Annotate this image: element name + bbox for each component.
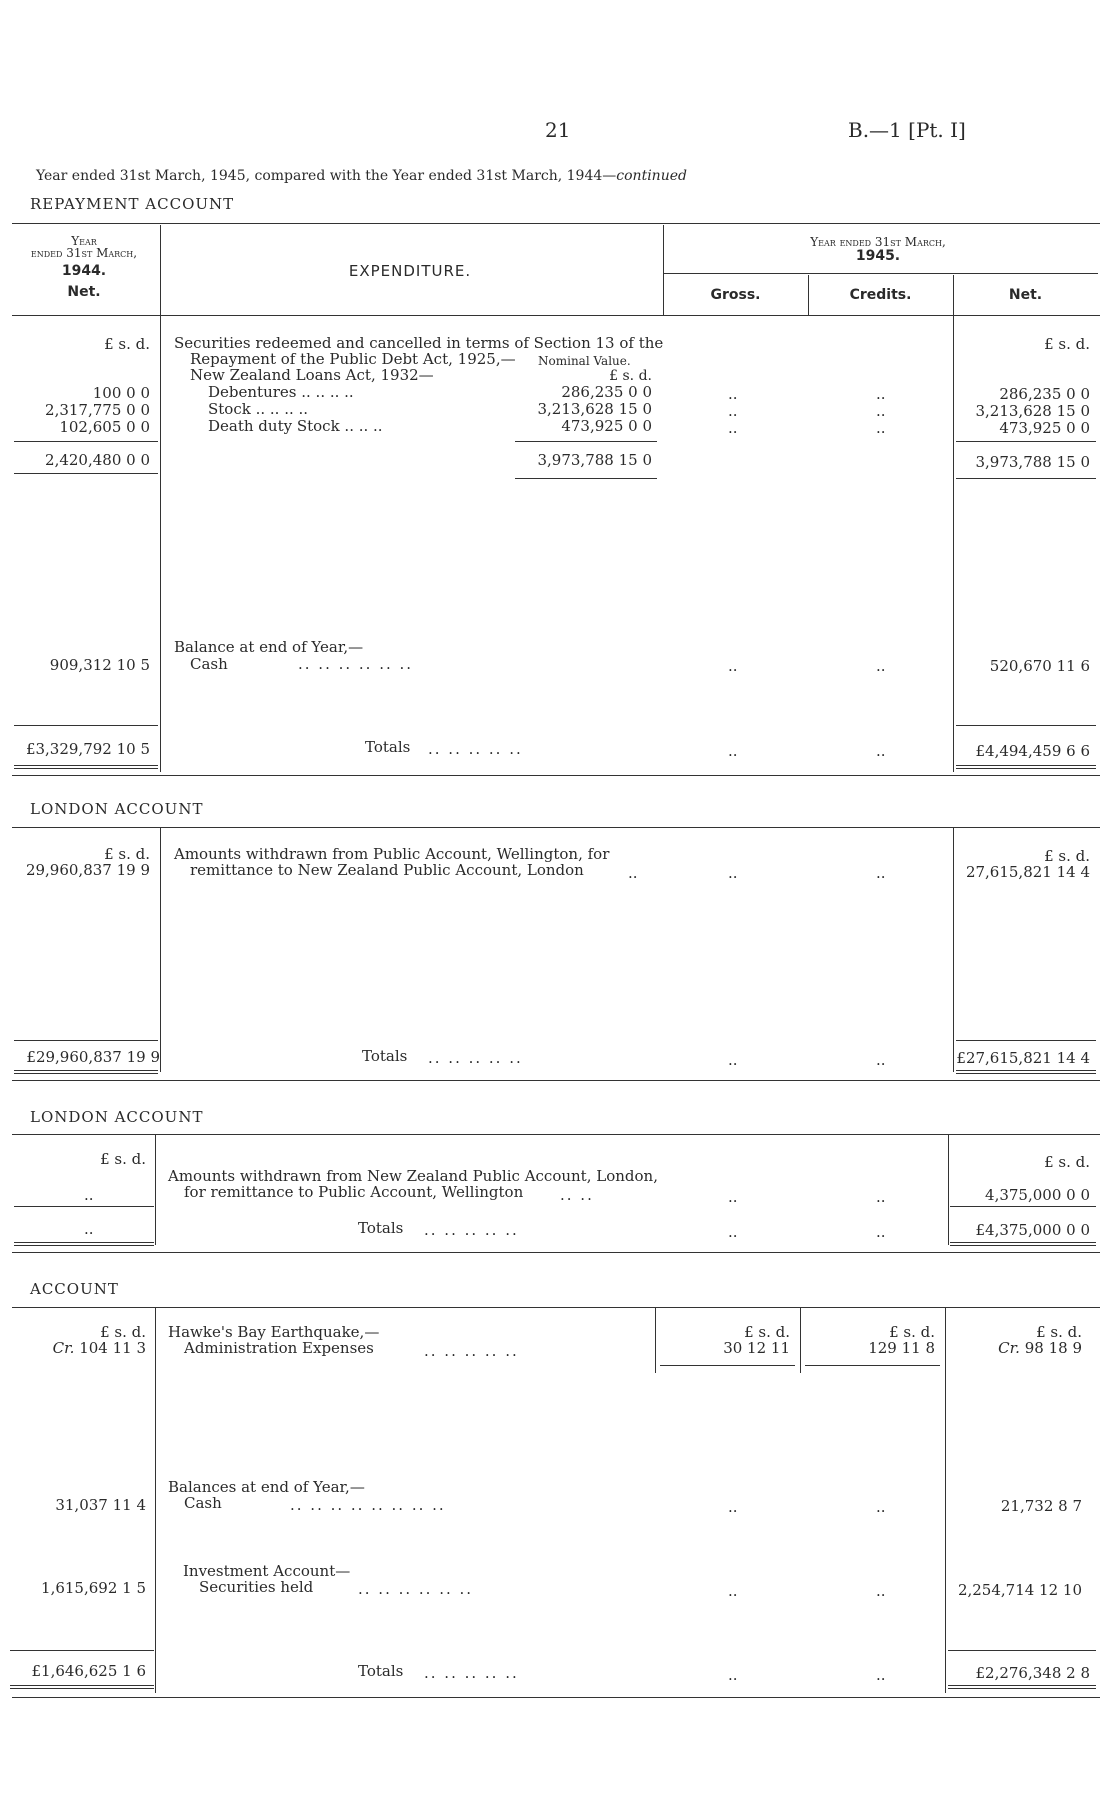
rule xyxy=(14,725,158,726)
leader-dots: .. xyxy=(628,864,638,882)
section-title-london-1: LONDON ACCOUNT xyxy=(30,800,204,818)
rule xyxy=(956,1040,1096,1041)
section-title-account: ACCOUNT xyxy=(30,1280,119,1298)
rule xyxy=(953,275,954,315)
left-amount: 104 11 3 xyxy=(79,1339,146,1357)
totals-right: £4,375,000 0 0 xyxy=(975,1221,1090,1239)
row-right-value: 286,235 0 0 xyxy=(999,385,1090,403)
rule xyxy=(950,1242,1096,1246)
rule xyxy=(956,765,1096,769)
rule xyxy=(12,1697,1100,1698)
rule xyxy=(155,1308,156,1693)
rule xyxy=(14,1242,154,1246)
rule xyxy=(14,1040,158,1041)
investment-label: Investment Account— xyxy=(183,1562,351,1580)
expenditure-description: Amounts withdrawn from Public Account, Wellington, for xyxy=(174,845,610,863)
leader-dots: .. .. .. .. .. .. xyxy=(358,1580,474,1598)
right-value: 27,615,821 14 4 xyxy=(965,863,1090,881)
right-value: 4,375,000 0 0 xyxy=(985,1186,1090,1204)
totals-gross: .. xyxy=(728,1666,738,1684)
col-head-year-1944 xyxy=(14,235,154,259)
totals-left: £1,646,625 1 6 xyxy=(31,1662,146,1680)
sec-credits: .. xyxy=(876,1582,886,1600)
right-amount: 98 18 9 xyxy=(1024,1339,1082,1357)
row-left-value: 2,317,775 0 0 xyxy=(45,401,150,419)
totals-left: £3,329,792 10 5 xyxy=(25,740,150,758)
row-left-value: 102,605 0 0 xyxy=(59,418,150,436)
unit-header-left: £ s. d. xyxy=(104,845,150,863)
expenditure-description-2: Administration Expenses xyxy=(184,1339,374,1357)
rule xyxy=(956,1070,1096,1074)
rule xyxy=(956,478,1096,479)
nominal-value-label: Nominal Value. xyxy=(538,354,631,368)
unit-header-left: £ s. d. xyxy=(104,335,150,353)
section-title-london-2: LONDON ACCOUNT xyxy=(30,1108,204,1126)
cash-right-value: 520,670 11 6 xyxy=(989,657,1090,675)
right-prefix: Cr. xyxy=(998,1339,1020,1357)
cash-credits: .. xyxy=(876,657,886,675)
col-head-1944: 1944. xyxy=(61,263,107,279)
row-gross: .. xyxy=(728,419,738,437)
rule xyxy=(808,275,809,315)
unit-header-gross: £ s. d. xyxy=(744,1323,790,1341)
row-label: Death duty Stock .. .. .. xyxy=(208,417,383,435)
subtotal-nominal: 3,973,788 15 0 xyxy=(537,451,652,469)
totals-gross: .. xyxy=(728,1051,738,1069)
rule xyxy=(160,316,161,772)
row-right-value: 3,213,628 15 0 xyxy=(975,402,1090,420)
row-left-value: 100 0 0 xyxy=(92,384,150,402)
right-value xyxy=(950,1339,1082,1357)
rule xyxy=(805,1365,940,1366)
col-head-gross: Gross. xyxy=(710,287,761,303)
totals-label: Totals xyxy=(362,1047,408,1065)
sec-gross: .. xyxy=(728,1582,738,1600)
cash-left-value: 909,312 10 5 xyxy=(49,656,150,674)
left-value: .. xyxy=(84,1186,94,1204)
totals-label: Totals xyxy=(365,738,411,756)
unit-header-right: £ s. d. xyxy=(1036,1323,1082,1341)
row-label: Stock .. .. .. .. xyxy=(208,400,309,418)
unit-header-right: £ s. d. xyxy=(1044,1153,1090,1171)
rule xyxy=(12,223,1100,224)
securities-left-value: 1,615,692 1 5 xyxy=(41,1579,146,1597)
col-head-year-1944-line1: Year xyxy=(71,234,97,248)
expenditure-description-2: Repayment of the Public Debt Act, 1925,— xyxy=(190,350,516,368)
cash-credits: .. xyxy=(876,1498,886,1516)
row-nominal: 286,235 0 0 xyxy=(561,383,652,401)
gross-value: .. xyxy=(728,1188,738,1206)
leader-dots: .. .. .. .. .. xyxy=(424,1342,519,1360)
subtotal-left: 2,420,480 0 0 xyxy=(45,451,150,469)
unit-header-credits: £ s. d. xyxy=(889,1323,935,1341)
totals-credits: .. xyxy=(876,1223,886,1241)
totals-left: £29,960,837 19 9 xyxy=(26,1048,160,1066)
rule xyxy=(800,1308,801,1373)
securities-right-value: 2,254,714 12 10 xyxy=(957,1581,1082,1599)
rule xyxy=(155,1135,156,1245)
credits-value: 129 11 8 xyxy=(868,1339,935,1357)
rule xyxy=(14,1070,158,1074)
subtotal-right: 3,973,788 15 0 xyxy=(975,453,1090,471)
credits-value: .. xyxy=(876,864,886,882)
totals-gross: .. xyxy=(728,742,738,760)
rule xyxy=(948,1685,1096,1689)
rule xyxy=(12,775,1100,776)
rule xyxy=(12,827,1100,828)
rule xyxy=(14,473,158,474)
totals-left: .. xyxy=(84,1220,94,1238)
rule xyxy=(12,315,1100,316)
left-value: 29,960,837 19 9 xyxy=(25,861,150,879)
col-head-year-1944-line2: ended 31st March, xyxy=(30,246,138,260)
row-gross: .. xyxy=(728,402,738,420)
rule xyxy=(663,225,664,315)
rule xyxy=(14,441,158,442)
unit-header-right: £ s. d. xyxy=(1044,335,1090,353)
leader-dots: .. .. .. .. .. xyxy=(428,1049,523,1067)
row-label: Debentures .. .. .. .. xyxy=(208,383,354,401)
cash-right-value: 21,732 8 7 xyxy=(1000,1497,1082,1515)
gross-value: 30 12 11 xyxy=(723,1339,790,1357)
col-head-year-1945: Year ended 31st March, xyxy=(810,235,946,249)
nominal-units: £ s. d. xyxy=(609,368,652,384)
leader-dots: .. .. .. .. .. .. .. .. xyxy=(290,1496,446,1514)
cash-label: Cash xyxy=(184,1494,222,1512)
page-subtitle xyxy=(36,168,687,184)
rule xyxy=(655,1308,656,1373)
securities-label: Securities held xyxy=(199,1578,314,1596)
leader-dots: .. .. .. .. .. xyxy=(424,1664,519,1682)
rule xyxy=(956,725,1096,726)
col-head-1945: 1945. xyxy=(855,248,901,264)
totals-right: £2,276,348 2 8 xyxy=(975,1664,1090,1682)
totals-label: Totals xyxy=(358,1219,404,1237)
document-reference: B.—1 [Pt. I] xyxy=(848,118,966,142)
totals-gross: .. xyxy=(728,1223,738,1241)
cash-gross: .. xyxy=(728,1498,738,1516)
rule xyxy=(12,1307,1100,1308)
rule xyxy=(663,273,1098,274)
expenditure-description: Amounts withdrawn from New Zealand Public Account, London, xyxy=(168,1167,658,1185)
col-head-expenditure: EXPENDITURE. xyxy=(348,262,472,280)
rule xyxy=(515,478,657,479)
totals-right: £27,615,821 14 4 xyxy=(956,1049,1090,1067)
rule xyxy=(945,1308,946,1693)
left-value xyxy=(14,1339,146,1357)
expenditure-description-3: New Zealand Loans Act, 1932— xyxy=(190,366,434,384)
expenditure-description-2: remittance to New Zealand Public Account, London xyxy=(190,861,584,879)
row-nominal: 473,925 0 0 xyxy=(561,417,652,435)
totals-credits: .. xyxy=(876,742,886,760)
leader-dots: .. .. .. .. .. .. xyxy=(298,655,414,673)
left-prefix: Cr. xyxy=(52,1339,75,1357)
unit-header-left: £ s. d. xyxy=(100,1323,146,1341)
unit-header-left: £ s. d. xyxy=(100,1150,146,1168)
cash-label: Cash xyxy=(190,655,228,673)
rule xyxy=(12,1134,1100,1135)
col-head-credits: Credits. xyxy=(849,287,912,303)
totals-credits: .. xyxy=(876,1051,886,1069)
balance-label: Balance at end of Year,— xyxy=(174,638,364,656)
rule xyxy=(660,1365,795,1366)
totals-label: Totals xyxy=(358,1662,404,1680)
rule xyxy=(956,441,1096,442)
rule xyxy=(14,765,158,769)
rule xyxy=(948,1650,1096,1651)
subtitle-main: Year ended 31st March, 1945, compared with the Year ended 31st March, 1944— xyxy=(36,168,617,184)
rule xyxy=(12,1080,1100,1081)
row-right-value: 473,925 0 0 xyxy=(999,419,1090,437)
credits-value: .. xyxy=(876,1188,886,1206)
row-credits: .. xyxy=(876,402,886,420)
page-number: 21 xyxy=(545,118,571,142)
cash-gross: .. xyxy=(728,657,738,675)
rule xyxy=(160,828,161,1072)
totals-credits: .. xyxy=(876,1666,886,1684)
subtitle-continued: continued xyxy=(616,168,687,184)
col-head-net-1945: Net. xyxy=(1008,287,1043,303)
unit-header-right: £ s. d. xyxy=(1044,847,1090,865)
leader-dots: .. .. .. .. .. xyxy=(428,740,523,758)
totals-right: £4,494,459 6 6 xyxy=(975,742,1090,760)
rule xyxy=(515,441,657,442)
section-title-repayment: REPAYMENT ACCOUNT xyxy=(30,195,235,213)
leader-dots: .. .. xyxy=(560,1186,594,1204)
expenditure-description: Securities redeemed and cancelled in terms of Section 13 of the xyxy=(174,334,664,352)
leader-dots: .. .. .. .. .. xyxy=(424,1221,519,1239)
row-credits: .. xyxy=(876,419,886,437)
cash-left-value: 31,037 11 4 xyxy=(55,1496,146,1514)
gross-value: .. xyxy=(728,864,738,882)
expenditure-description: Hawke's Bay Earthquake,— xyxy=(168,1323,380,1341)
row-gross: .. xyxy=(728,385,738,403)
rule xyxy=(950,1206,1096,1207)
rule xyxy=(10,1685,154,1689)
rule xyxy=(953,316,954,772)
col-head-net-1944: Net. xyxy=(67,284,101,300)
rule xyxy=(12,1252,1100,1253)
rule xyxy=(10,1650,154,1651)
row-nominal: 3,213,628 15 0 xyxy=(537,400,652,418)
rule xyxy=(160,225,161,315)
balances-label: Balances at end of Year,— xyxy=(168,1478,365,1496)
rule xyxy=(14,1206,154,1207)
row-credits: .. xyxy=(876,385,886,403)
expenditure-description-2: for remittance to Public Account, Wellington xyxy=(184,1183,524,1201)
